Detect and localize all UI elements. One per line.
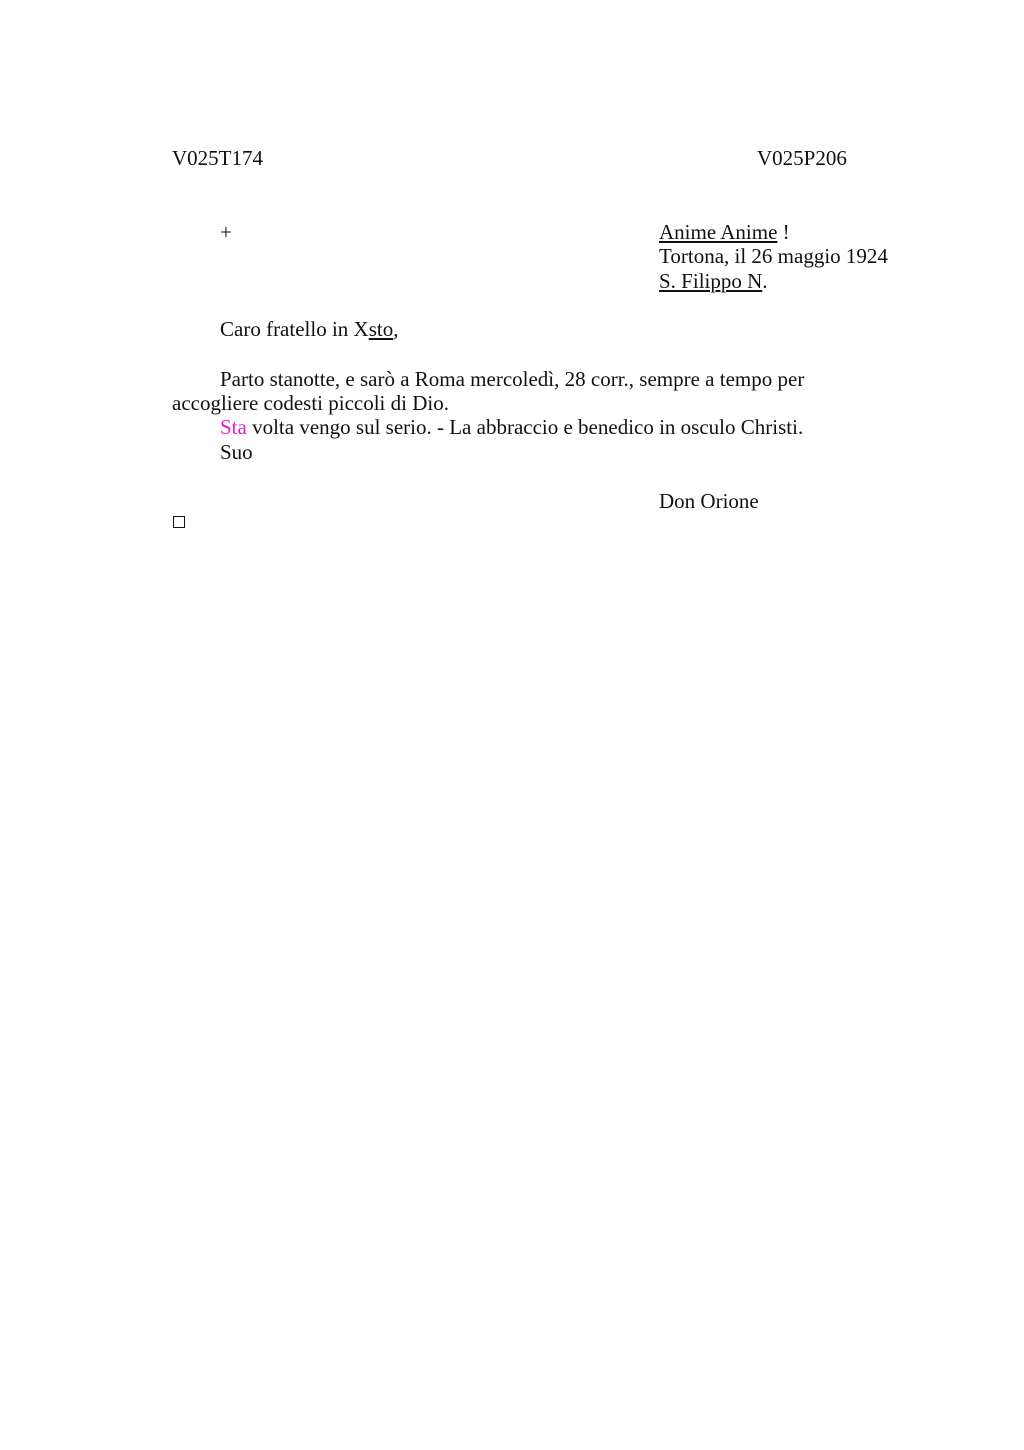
checkbox-square-icon xyxy=(173,516,185,528)
greeting xyxy=(220,317,398,341)
motto-underlined: Anime Anime xyxy=(659,220,778,244)
place-date: Tortona, il 26 maggio 1924 xyxy=(659,244,888,268)
greeting-underlined: sto xyxy=(368,317,394,341)
signature: Don Orione xyxy=(659,489,759,513)
closing: Suo xyxy=(220,440,253,464)
saint-day-line xyxy=(659,269,768,293)
motto-suffix: ! xyxy=(777,220,790,244)
body-paragraph-2 xyxy=(220,415,803,439)
greeting-suffix: , xyxy=(393,317,399,341)
cross-symbol: + xyxy=(220,220,232,244)
document-code-right: V025P206 xyxy=(757,146,847,170)
highlighted-word: Sta xyxy=(220,415,247,439)
document-code-left: V025T174 xyxy=(172,146,263,170)
saint-suffix: . xyxy=(762,269,768,293)
paragraph-2-rest: volta vengo sul serio. - La abbraccio e benedico in osculo Christi. xyxy=(246,415,804,439)
saint-underlined: S. Filippo N xyxy=(659,269,763,293)
greeting-prefix: Caro fratello in X xyxy=(220,317,369,341)
body-paragraph-1: Parto stanotte, e sarò a Roma mercoledì, 28 corr., sempre a tempo per accogliere codesti piccoli di Dio. xyxy=(172,367,805,415)
motto-line xyxy=(659,220,790,244)
